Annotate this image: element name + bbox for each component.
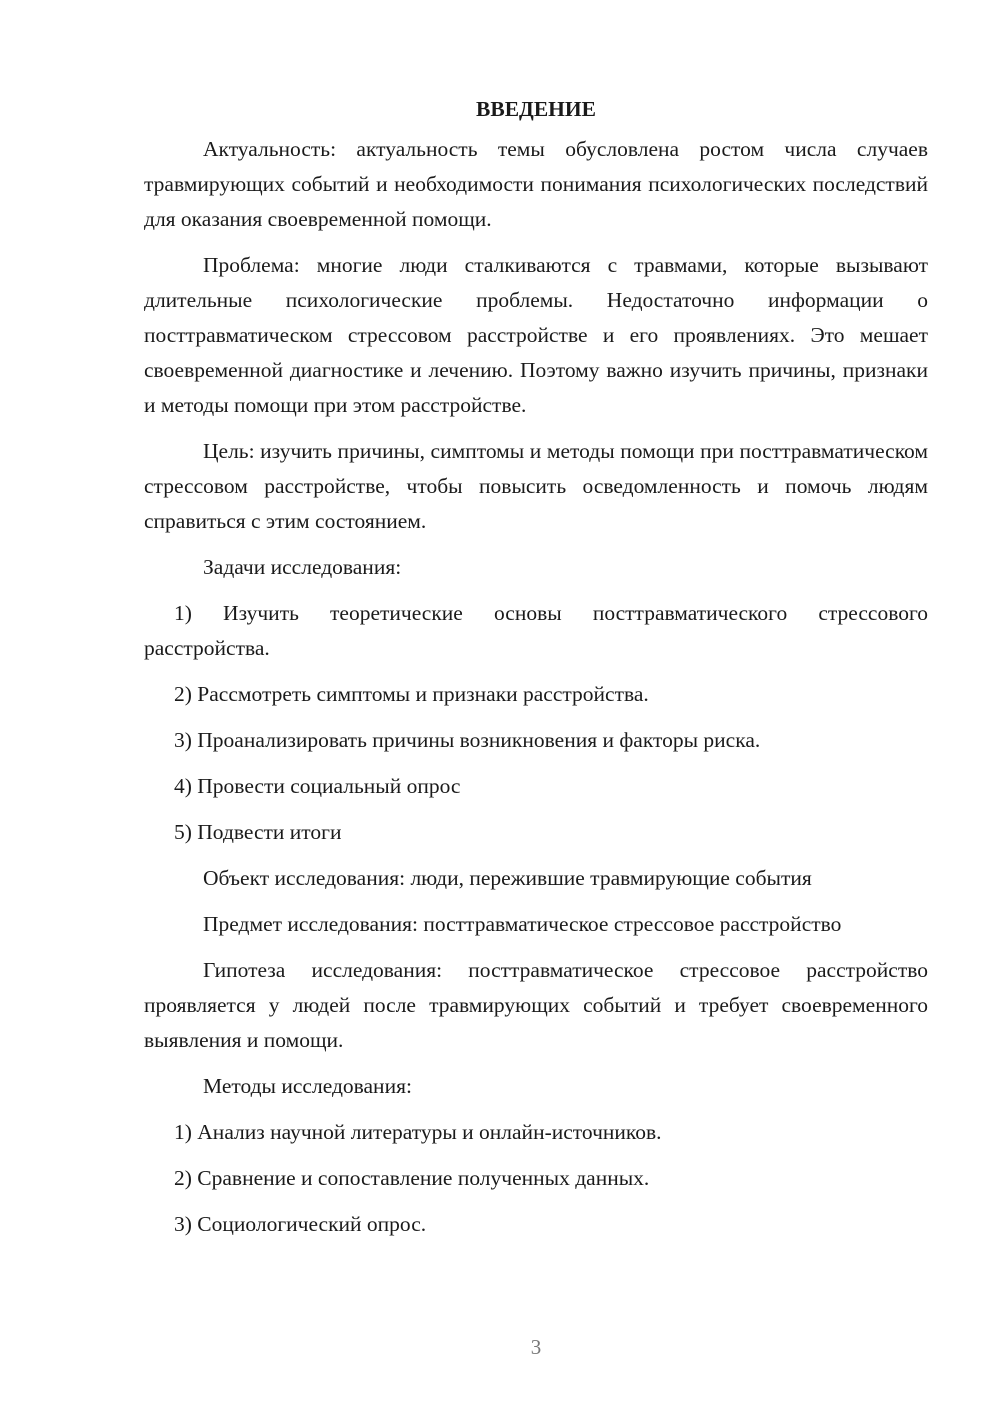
method-item: 3) Социологический опрос.	[174, 1212, 427, 1236]
page-title: ВВЕДЕНИЕ	[476, 97, 596, 121]
task-item: 3) Проанализировать причины возникновения и факторы риска.	[174, 728, 761, 752]
task-item: 2) Рассмотреть симптомы и признаки расстройства.	[174, 682, 649, 706]
methods-heading: Методы исследования:	[203, 1074, 412, 1098]
task-item: 1) Изучить теоретические основы посттравматического стрессового расстройства.	[144, 601, 928, 660]
task-item: 4) Провести социальный опрос	[174, 774, 461, 798]
page-number: 3	[530, 1335, 542, 1359]
object-paragraph: Объект исследования: люди, пережившие травмирующие события	[203, 866, 812, 890]
subject-paragraph: Предмет исследования: посттравматическое стрессовое расстройство	[203, 912, 842, 936]
method-item: 2) Сравнение и сопоставление полученных данных.	[174, 1166, 650, 1190]
problem-paragraph: Проблема: многие люди сталкиваются с травмами, которые вызывают длительные психологические проблемы. Недостаточно информации о посттравматическом стрессовом расстройстве и его проявлениях. Это мешает своевременной диагностике и лечению. Поэтому важно изучить причины, признаки и методы помощи при этом расстройстве.	[144, 253, 928, 417]
goal-paragraph: Цель: изучить причины, симптомы и методы помощи при посттравматическом стрессовом расстройстве, чтобы повысить осведомленность и помочь людям справиться с этим состоянием.	[144, 439, 928, 533]
task-item: 5) Подвести итоги	[174, 820, 342, 844]
method-item: 1) Анализ научной литературы и онлайн-источников.	[174, 1120, 662, 1144]
hypothesis-paragraph: Гипотеза исследования: посттравматическое стрессовое расстройство проявляется у людей после травмирующих событий и требует своевременного выявления и помощи.	[144, 958, 928, 1052]
relevance-paragraph: Актуальность: актуальность темы обусловлена ростом числа случаев травмирующих событий и необходимости понимания психологических последствий для оказания своевременной помощи.	[144, 137, 928, 231]
document-page	[144, 92, 928, 1253]
tasks-heading: Задачи исследования:	[203, 555, 402, 579]
